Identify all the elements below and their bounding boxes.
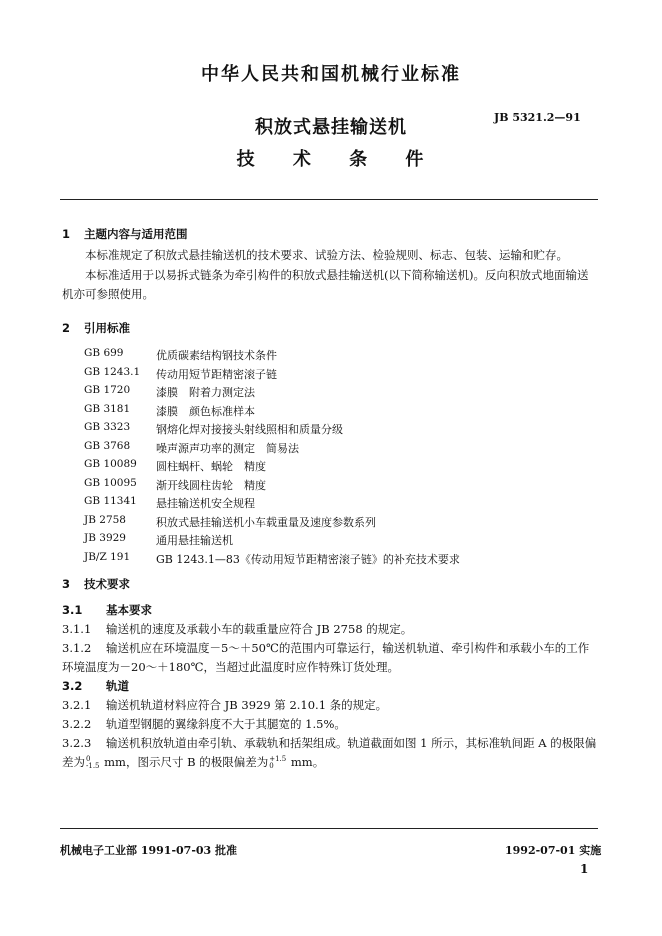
clause-3-1-title: 基本要求 [106,603,152,617]
tolerance-a [86,756,100,770]
reference-code: GB 699 [84,347,124,359]
clause-3-1-heading [62,602,152,618]
clause-3-2-number: 3.2 [62,679,83,693]
section-2-number: 2 [62,321,71,335]
section-3-number: 3 [62,577,71,591]
section-1-title: 主题内容与适用范围 [84,227,188,241]
clause-3-1-2-text-a: 输送机应在环境温度－5～＋50℃的范围内可靠运行，输送机轨道、牵引构件和承载小车的工作 [106,641,590,655]
reference-code: GB 10095 [84,477,137,489]
reference-title: 优质碳素结构钢技术条件 [156,349,277,362]
clause-3-2-heading [62,678,129,694]
clause-3-2-3-line-b [62,754,324,770]
reference-code: JB/Z 191 [84,551,131,563]
clause-3-2-1 [62,697,387,713]
tolerance-b-lower: 0 [269,762,274,770]
implementation-date: 1992-07-01 实施 [505,844,602,857]
reference-title: 漆膜 附着力测定法 [156,386,255,399]
reference-code: GB 1243.1 [84,366,141,378]
clause-3-2-3-number: 3.2.3 [62,736,92,750]
page-number: 1 [580,862,589,876]
clause-3-2-2-text: 轨道型钢腿的翼缘斜度不大于其腿宽的 1.5%。 [106,717,346,731]
reference-code: GB 10089 [84,458,137,470]
reference-title: 积放式悬挂输送机小车载重量及速度参数系列 [156,516,376,529]
clause-3-1-number: 3.1 [62,603,83,617]
tolerance-a-lower: -1.5 [86,762,100,770]
reference-code: JB 2758 [84,514,126,526]
clause-3-2-3-text-b-post: mm。 [287,755,325,769]
tolerance-a-upper: 0 [86,755,91,763]
clause-3-2-2-number: 3.2.2 [62,717,92,731]
reference-title: 渐开线圆柱齿轮 精度 [156,479,266,492]
reference-code: GB 3181 [84,403,131,415]
reference-title: 圆柱蜗杆、蜗轮 精度 [156,460,266,473]
tolerance-b-upper: +1.5 [269,755,287,763]
section-1-number: 1 [62,227,71,241]
issuing-organization: 中华人民共和国机械行业标准 [201,64,461,85]
section-3-title: 技术要求 [84,577,131,591]
clause-3-2-2 [62,716,346,732]
reference-code: GB 1720 [84,384,131,396]
reference-title: 传动用短节距精密滚子链 [156,368,277,381]
clause-3-2-3-text-b-mid: mm，图示尺寸 B 的极限偏差为 [100,755,269,769]
footer-divider [60,828,598,829]
section-3-heading [62,576,130,592]
reference-code: GB 11341 [84,495,137,507]
reference-title: 通用悬挂输送机 [156,534,233,547]
tolerance-b [269,756,286,770]
section-1-para-2: 本标准适用于以易拆式链条为牵引构件的积放式悬挂输送机(以下简称输送机)。反向积放式地面输送机亦可参照使用。 [62,268,589,301]
reference-code: GB 3323 [84,421,131,433]
clause-3-1-2-number: 3.1.2 [62,641,92,655]
reference-title: 钢熔化焊对接接头射线照相和质量分级 [156,423,343,436]
reference-title: GB 1243.1—83《传动用短节距精密滚子链》的补充技术要求 [156,553,460,566]
document-title: 积放式悬挂输送机 [255,117,407,138]
clause-3-2-1-text: 输送机轨道材料应符合 JB 3929 第 2.10.1 条的规定。 [106,698,388,712]
clause-3-2-3 [62,735,596,751]
reference-title: 漆膜 颜色标准样本 [156,405,255,418]
reference-title: 悬挂输送机安全规程 [156,497,255,510]
clause-3-1-2 [62,640,589,656]
clause-3-1-1-text: 输送机的速度及承载小车的载重量应符合 JB 2758 的规定。 [106,622,413,636]
reference-title: 噪声源声功率的测定 简易法 [156,442,299,455]
clause-3-2-title: 轨道 [106,679,129,693]
issue-date: 机械电子工业部 1991-07-03 批准 [60,844,238,857]
reference-code: JB 3929 [84,532,126,544]
clause-3-1-1-number: 3.1.1 [62,622,92,636]
standard-number: JB 5321.2—91 [494,111,581,124]
header-divider [60,199,598,200]
section-1-para-1: 本标准规定了积放式悬挂输送机的技术要求、试验方法、检验规则、标志、包装、运输和贮存。 [85,248,568,262]
clause-3-1-2-text-b: 环境温度为－20～＋180℃，当超过此温度时应作特殊订货处理。 [62,660,399,674]
clause-3-2-1-number: 3.2.1 [62,698,92,712]
section-2-title: 引用标准 [84,321,131,335]
clause-3-2-3-text-b-pre: 差为 [62,755,85,769]
document-subtitle: 技 术 条 件 [236,149,440,170]
clause-3-1-1 [62,621,412,637]
section-2-heading [62,320,130,336]
clause-3-2-3-text-a: 输送机积放轨道由牵引轨、承载轨和括架组成。轨道截面如图 1 所示，其标准轨间距 A 的极限偏 [106,736,597,750]
reference-code: GB 3768 [84,440,131,452]
section-1-heading [62,226,188,242]
